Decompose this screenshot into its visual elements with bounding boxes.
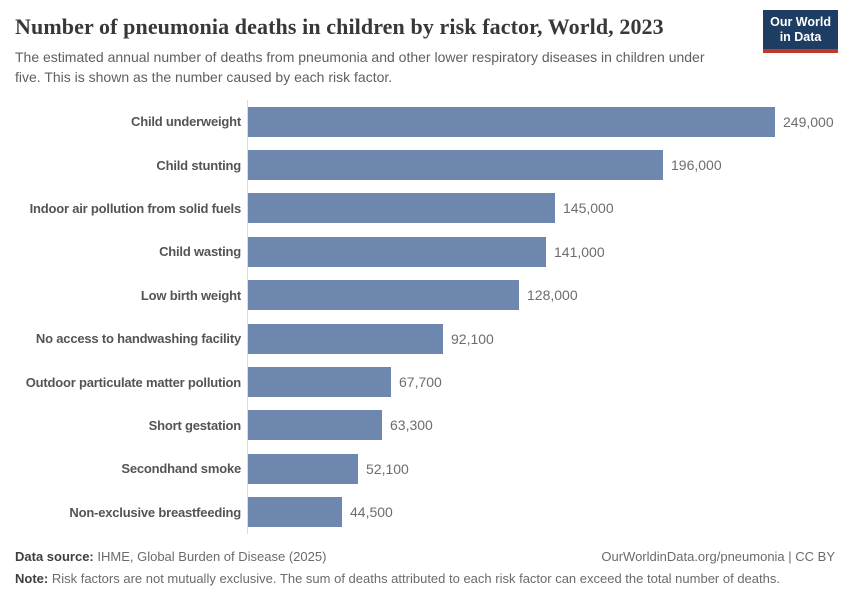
bar-value: 52,100 <box>366 460 409 477</box>
bar <box>248 150 663 180</box>
bar-value: 44,500 <box>350 504 393 521</box>
chart-header <box>0 0 850 87</box>
bar <box>248 280 519 310</box>
bar-track <box>247 143 835 186</box>
bar-row <box>0 187 835 230</box>
bar-track <box>247 100 835 143</box>
bar-row <box>0 274 835 317</box>
data-source-text: IHME, Global Burden of Disease (2025) <box>93 549 327 565</box>
bar-row <box>0 404 835 447</box>
bar-label: No access to handwashing facility <box>35 331 241 347</box>
footer-note-line <box>15 571 835 588</box>
chart-footer <box>15 549 835 588</box>
bar-label: Low birth weight <box>140 287 241 303</box>
footer-source-line <box>15 549 835 564</box>
bar-label: Short gestation <box>148 417 241 433</box>
bar <box>248 237 546 267</box>
chart-subtitle: The estimated annual number of deaths from pneumonia and other lower respiratory diseases in children under five. This is shown as the number caused by each risk factor. <box>15 49 705 85</box>
bar-track <box>247 491 835 534</box>
data-source-label: Data source: <box>15 549 94 565</box>
owid-logo-line2: in Data <box>779 29 822 44</box>
bar-row <box>0 100 835 143</box>
owid-url-link[interactable]: OurWorldinData.org/pneumonia | CC BY <box>601 549 835 565</box>
bar-value: 128,000 <box>527 287 578 304</box>
bar-track <box>247 230 835 273</box>
bar-label: Child wasting <box>159 244 241 260</box>
bar-chart <box>0 100 835 534</box>
bar-value: 141,000 <box>554 243 605 260</box>
bar-value: 92,100 <box>451 330 494 347</box>
bar-row <box>0 360 835 403</box>
bar-value: 196,000 <box>671 157 722 174</box>
page-title: Number of pneumonia deaths in children by risk factor, World, 2023 <box>15 14 664 39</box>
bar <box>248 324 443 354</box>
bar-track <box>247 404 835 447</box>
note-label: Note: <box>15 571 49 587</box>
bar-row <box>0 447 835 490</box>
chart-rows <box>0 100 835 534</box>
bar-label: Child stunting <box>156 157 241 173</box>
bar <box>248 497 342 527</box>
bar-label: Non-exclusive breastfeeding <box>69 504 241 520</box>
bar <box>248 193 555 223</box>
bar-label: Indoor air pollution from solid fuels <box>29 200 241 216</box>
bar <box>248 410 382 440</box>
bar-row <box>0 230 835 273</box>
bar-value: 67,700 <box>399 374 442 391</box>
bar-track <box>247 274 835 317</box>
bar <box>248 367 391 397</box>
bar-value: 63,300 <box>390 417 433 434</box>
bar <box>248 107 775 137</box>
bar-label: Secondhand smoke <box>121 461 241 477</box>
note-text: Risk factors are not mutually exclusive. The sum of deaths attributed to each risk factor can exceed the total number of deaths. <box>48 571 780 587</box>
bar-row <box>0 491 835 534</box>
bar-label: Outdoor particulate matter pollution <box>25 374 241 390</box>
bar-row <box>0 317 835 360</box>
bar-value: 249,000 <box>783 113 834 130</box>
owid-logo[interactable] <box>763 10 838 53</box>
bar-value: 145,000 <box>563 200 614 217</box>
bar <box>248 454 358 484</box>
owid-logo-line1: Our World <box>770 15 831 29</box>
bar-track <box>247 447 835 490</box>
bar-label: Child underweight <box>131 114 241 130</box>
bar-track <box>247 187 835 230</box>
bar-track <box>247 360 835 403</box>
bar-track <box>247 317 835 360</box>
data-source <box>15 549 326 564</box>
bar-row <box>0 143 835 186</box>
